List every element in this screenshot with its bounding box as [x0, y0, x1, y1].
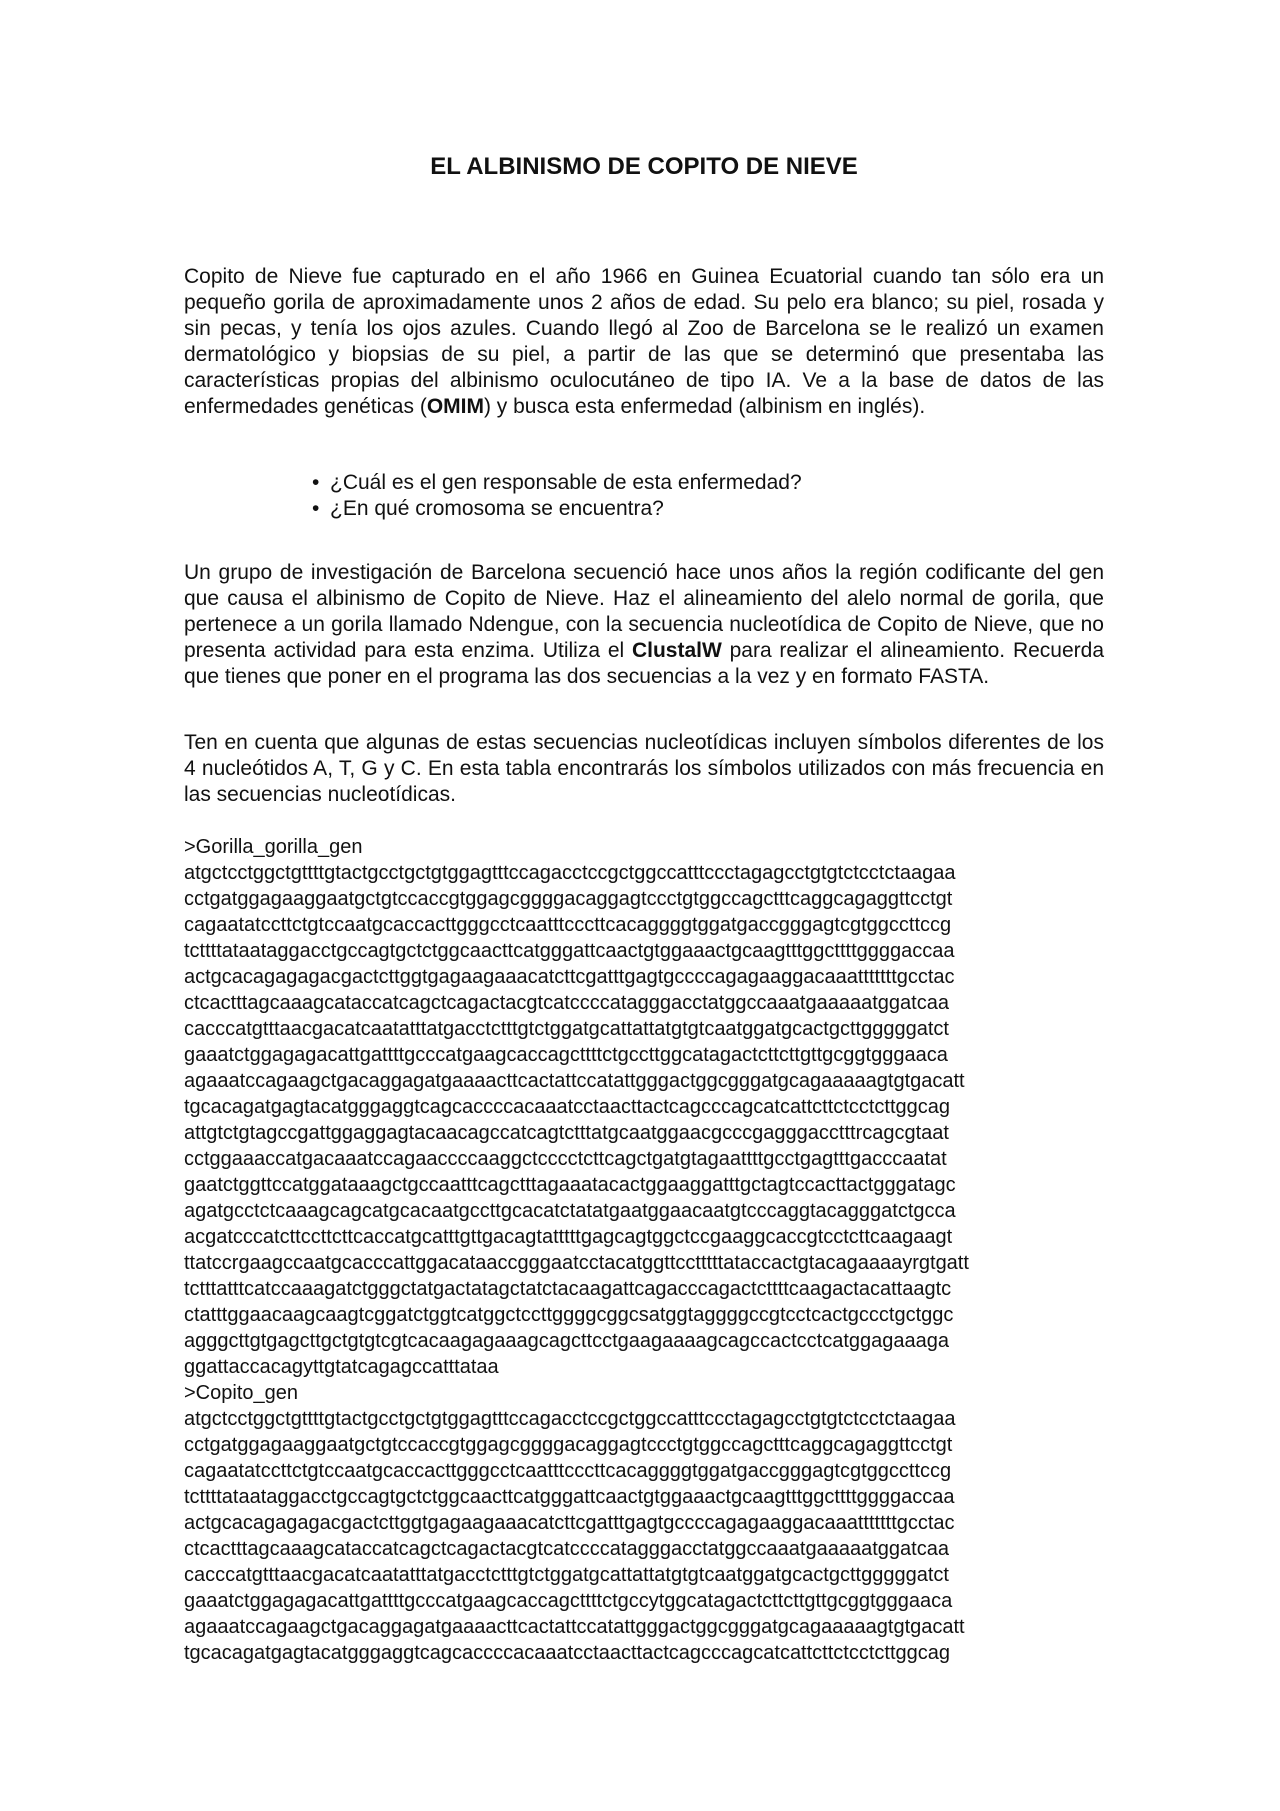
- gorilla-sequence-line: agaaatccagaagctgacaggagatgaaaacttcactattccatattgggactggcgggatgcagaaaaagtgtgacatt: [184, 1070, 965, 1092]
- gorilla-sequence-line: agggcttgtgagcttgctgtgtcgtcacaagagaaagcagcttcctgaagaaaagcagccactcctcatggagaaaga: [184, 1330, 950, 1352]
- gorilla-sequence: [184, 860, 1104, 1380]
- copito-sequence-line: gaaatctggagagacattgattttgcccatgaagcaccagcttttctgccytggcatagactcttcttgttgcggtgggaaca: [184, 1590, 953, 1612]
- gorilla-sequence-line: tgcacagatgagtacatgggaggtcagcaccccacaaatcctaacttactcagcccagcatcattcttctcctcttggcag: [184, 1096, 951, 1118]
- question-item: • ¿Cuál es el gen responsable de esta enfermedad?: [312, 470, 802, 496]
- gorilla-sequence-line: atgctcctggctgttttgtactgcctgctgtggagtttccagacctccgctggccatttccctagagcctgtgtctcctctaagaa: [184, 862, 956, 884]
- gorilla-sequence-line: agatgcctctcaaagcagcatgcacaatgccttgcacatctatatgaatggaacaatgtcccaggtacagggatctgcca: [184, 1200, 956, 1222]
- gorilla-sequence-line: ctatttggaacaagcaagtcggatctggtcatggctccttggggcggcsatggtaggggccgtcctcactgccctgctggc: [184, 1304, 954, 1326]
- alignment-paragraph: [184, 560, 1104, 690]
- gorilla-sequence-line: attgtctgtagccgattggaggagtacaacagccatcagtctttatgcaatggaacgcccgagggacctttrcagcgtaat: [184, 1122, 949, 1144]
- symbols-paragraph: Ten en cuenta que algunas de estas secuencias nucleotídicas incluyen símbolos diferentes de los 4 nucleótidos A, T, G y C. En esta tabla encontrarás los símbolos utilizados con más frecuencia en las secuencias nucleotídicas.: [184, 731, 1104, 806]
- alignment-text-before-clustal: Un grupo de investigación de Barcelona secuenció hace unos años la región codificante del gen que causa el albinismo de Copito de Nieve. Haz el alineamiento del alelo normal de gorila, que pertenece a un gorila llamado Ndengue, con la secuencia nucleotídica de Copito de Nieve, que no presenta actividad para esta enzima. Utiliza el: [184, 561, 1104, 662]
- gorilla-sequence-line: cacccatgtttaacgacatcaatatttatgacctctttgtctggatgcattattatgtgtcaatggatgcactgcttgggggatct: [184, 1018, 949, 1040]
- copito-sequence: [184, 1406, 1104, 1666]
- gorilla-sequence-line: ggattaccacagyttgtatcagagccatttataa: [184, 1356, 499, 1378]
- gorilla-sequence-line: tctttatttcatccaaagatctgggctatgactatagctatctacaagattcagacccagactcttttcaagactacattaagtc: [184, 1278, 952, 1300]
- copito-sequence-line: cacccatgtttaacgacatcaatatttatgacctctttgtctggatgcattattatgtgtcaatggatgcactgcttgggggatct: [184, 1564, 949, 1586]
- copito-sequence-line: agaaatccagaagctgacaggagatgaaaacttcactattccatattgggactggcgggatgcagaaaaagtgtgacatt: [184, 1616, 965, 1638]
- gorilla-sequence-line: ctcactttagcaaagcataccatcagctcagactacgtcatccccatagggacctatggccaaatgaaaaatggatcaa: [184, 992, 949, 1014]
- intro-text-after-omim: ) y busca esta enfermedad (albinism en inglés).: [483, 395, 926, 418]
- copito-sequence-line: tgcacagatgagtacatgggaggtcagcaccccacaaatcctaacttactcagcccagcatcattcttctcctcttggcag: [184, 1642, 951, 1664]
- copito-sequence-line: atgctcctggctgttttgtactgcctgctgtggagtttccagacctccgctggccatttccctagagcctgtgtctcctctaagaa: [184, 1408, 956, 1430]
- gorilla-sequence-line: ttatccrgaagccaatgcacccattggacataaccgggaatcctacatggttcctttttataccactgtacagaaaayrgtgatt: [184, 1252, 969, 1274]
- gorilla-sequence-line: cagaatatccttctgtccaatgcaccacttgggcctcaatttcccttcacaggggtggatgaccgggagtcgtggccttccg: [184, 914, 952, 936]
- copito-sequence-line: ctcactttagcaaagcataccatcagctcagactacgtcatccccatagggacctatggccaaatgaaaaatggatcaa: [184, 1538, 949, 1560]
- gorilla-sequence-line: gaaatctggagagacattgattttgcccatgaagcaccagcttttctgccttggcatagactcttcttgttgcggtgggaaca: [184, 1044, 948, 1066]
- copito-fasta-header: >Copito_gen: [184, 1382, 298, 1404]
- intro-paragraph: [184, 264, 1104, 420]
- omim-term: OMIM: [426, 395, 484, 418]
- fasta-sequences: [184, 834, 1104, 1666]
- copito-sequence-line: cagaatatccttctgtccaatgcaccacttgggcctcaatttcccttcacaggggtggatgaccgggagtcgtggccttccg: [184, 1460, 952, 1482]
- gorilla-sequence-line: cctgatggagaaggaatgctgtccaccgtggagcggggacaggagtccctgtggccagctttcaggcagaggttcctgt: [184, 888, 953, 910]
- question-list: [312, 470, 802, 522]
- question-item: • ¿En qué cromosoma se encuentra?: [312, 496, 802, 522]
- copito-sequence-line: tcttttataataggacctgccagtgctctggcaacttcatgggattcaactgtggaaactgcaagtttggcttttggggaccaa: [184, 1486, 955, 1508]
- gorilla-fasta-header: >Gorilla_gorilla_gen: [184, 836, 363, 858]
- copito-sequence-line: cctgatggagaaggaatgctgtccaccgtggagcggggacaggagtccctgtggccagctttcaggcagaggttcctgt: [184, 1434, 953, 1456]
- document-title: EL ALBINISMO DE COPITO DE NIEVE: [430, 153, 858, 180]
- intro-text-before-omim: Copito de Nieve fue capturado en el año 1966 en Guinea Ecuatorial cuando tan sólo era un pequeño gorila de aproximadamente unos 2 años de edad. Su pelo era blanco; su piel, rosada y sin pecas, y tenía los ojos azules. Cuando llegó al Zoo de Barcelona se le realizó un examen dermatológico y biopsias de su piel, a partir de las que se determinó que presentaba las características propias del albinismo oculocutáneo de tipo IA. Ve a la base de datos de las enfermedades genéticas (: [184, 265, 1104, 418]
- gorilla-sequence-line: tcttttataataggacctgccagtgctctggcaacttcatgggattcaactgtggaaactgcaagtttggcttttggggaccaa: [184, 940, 955, 962]
- gorilla-sequence-line: acgatcccatcttccttcttcaccatgcatttgttgacagtatttttgagcagtggctccgaaggcaccgtcctcttcaagaagt: [184, 1226, 953, 1248]
- alignment-text-after-clustal: para realizar el alineamiento. Recuerda que tienes que poner en el programa las dos secuencias a la vez y en formato FASTA.: [184, 639, 1104, 688]
- gorilla-sequence-line: actgcacagagagacgactcttggtgagaagaaacatcttcgatttgagtgccccagagaaggacaaatttttttgcctac: [184, 966, 955, 988]
- clustalw-term: ClustalW: [631, 639, 722, 662]
- copito-sequence-line: actgcacagagagacgactcttggtgagaagaaacatcttcgatttgagtgccccagagaaggacaaatttttttgcctac: [184, 1512, 955, 1534]
- gorilla-sequence-line: cctggaaaccatgacaaatccagaaccccaaggctcccctcttcagctgatgtagaattttgcctgagtttgacccaatat: [184, 1148, 947, 1170]
- gorilla-sequence-line: gaatctggttccatggataaagctgccaatttcagctttagaaatacactggaaggatttgctagtccacttactgggatagc: [184, 1174, 956, 1196]
